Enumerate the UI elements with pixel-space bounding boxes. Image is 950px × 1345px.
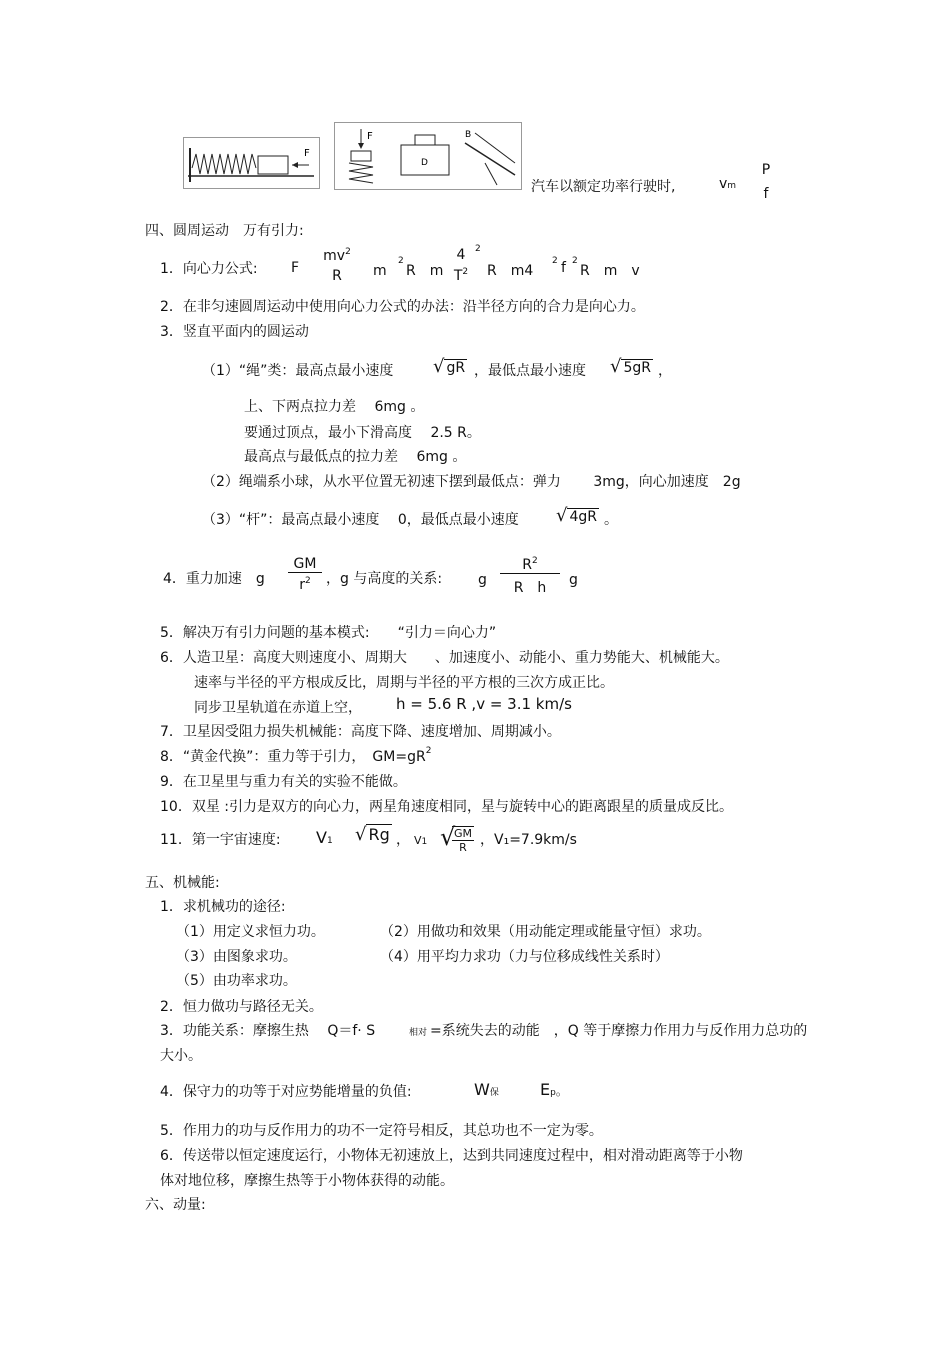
r-text: r <box>299 577 306 593</box>
frac-GM2: GM <box>454 827 473 840</box>
frac-R2b: R <box>459 841 467 854</box>
s5-item6a: 6．传送带以恒定速度运行，小物体无初速放上，达到共同速度过程中，相对滑动距离等于小物 <box>160 1148 743 1164</box>
GM-over-R <box>452 826 474 854</box>
s5-item4-W <box>474 1080 499 1099</box>
s4-item3-1e: ， <box>658 363 672 379</box>
s5-item1: 1．求机械功的途径: <box>160 899 286 915</box>
s4-item11-V1 <box>316 828 333 847</box>
s4-item4b: ，g 与高度的关系: <box>326 571 443 587</box>
s5-item1-2: （2）用做功和效果（用动能定理或能量守恒）求功。 <box>380 924 711 940</box>
f2-sup: 2 <box>572 256 578 266</box>
s4-item11-comma: ， <box>396 832 410 848</box>
s5-item5: 5．作用力的功与反作用力的功不一定符号相反，其总功也不一定为零。 <box>160 1123 603 1139</box>
s4-item6c: 同步卫星轨道在赤道上空， <box>194 700 362 716</box>
s5-item3-sub: 相对 <box>409 1028 428 1038</box>
s4-item8-text: 8．“黄金代换”：重力等于引力， GM=gR <box>160 749 426 765</box>
section4-heading: 四、圆周运动 万有引力: <box>145 223 304 239</box>
s4-item1-label: 1．向心力公式: <box>160 261 258 277</box>
s4-item3-1c: ，最低点最小速度 <box>474 363 586 379</box>
s4-item1-f: f <box>561 260 566 276</box>
frac-p: P <box>761 162 771 178</box>
frac-T2: $T^2$ <box>453 267 469 284</box>
s4-item1-m: m <box>373 263 401 279</box>
W-sub: 保 <box>489 1088 499 1098</box>
s4-item7: 7．卫星因受阻力损失机械能：高度下降、速度增加、周期减小。 <box>160 724 561 740</box>
s4-item11-label: 11．第一宇宙速度: <box>160 832 281 848</box>
s4-item3-1f: 上、下两点拉力差 6mg 。 <box>244 399 425 415</box>
s5-item1-1: （1）用定义求恒力功。 <box>176 924 325 940</box>
frac-R2: $R^2$ <box>500 556 560 574</box>
s4-item9: 9．在卫星里与重力有关的实验不能做。 <box>160 774 407 790</box>
car-power-text: 汽车以额定功率行驶时, <box>531 179 676 195</box>
s5-item3c: 大小。 <box>160 1048 202 1064</box>
W-text: W <box>474 1080 490 1099</box>
s4-item3: 3．竖直平面内的圆运动 <box>160 324 309 340</box>
frac-GM: GM <box>288 556 322 573</box>
sqrt-gR: √ gR <box>433 356 466 377</box>
s4-item5: 5．解决万有引力问题的基本模式: “引力＝向心力” <box>160 625 497 641</box>
s4-item4a: 4．重力加速 g <box>163 571 265 587</box>
spring-block-figure <box>183 137 320 189</box>
mv2-over-R <box>320 247 354 284</box>
mv2: $mv^2$ <box>323 247 351 264</box>
pi2-sup-b: 2 <box>552 256 558 266</box>
E-sub: p <box>550 1088 556 1098</box>
4pi2-over-T2 <box>449 247 473 284</box>
s5-item1-3: （3）由图象求功。 <box>176 949 297 965</box>
sqrt-5gR: √ 5gR <box>610 356 652 377</box>
T-text: T <box>453 268 463 284</box>
mv2-text: mv <box>323 248 346 264</box>
sqrt-GM-over-R: √ <box>440 823 456 851</box>
GM-over-r2 <box>288 556 322 593</box>
frac-R: R <box>332 268 342 284</box>
frac-4: 4 <box>456 247 466 263</box>
s4-item6d: h = 5.6 R ,v = 3.1 km/s <box>396 695 572 713</box>
s5-item4-E <box>540 1080 568 1099</box>
frac-f: f <box>763 186 769 202</box>
s5-item4a: 4．保守力的功等于对应势能增量的负值: <box>160 1084 412 1100</box>
R2-over-Rh2 <box>500 556 560 597</box>
s4-item11-V1b: V1 <box>414 834 428 847</box>
s4-item3-2: （2）绳端系小球，从水平位置无初速下摆到最低点：弹力 3mg，向心加速度 2g <box>202 474 741 490</box>
section6-heading: 六、动量: <box>145 1197 206 1213</box>
E-text: E <box>540 1080 551 1099</box>
s4-item6b: 速率与半径的平方根成反比，周期与半径的平方根的三次方成正比。 <box>194 675 614 691</box>
V-text: V <box>316 828 327 847</box>
s4-item3-3c: 。 <box>604 512 618 528</box>
V2-text: V <box>414 834 422 847</box>
s5-item2: 2．恒力做功与路径无关。 <box>160 999 323 1015</box>
frac-Rh: R h <box>513 580 547 596</box>
section5-heading: 五、机械能: <box>145 875 220 891</box>
s4-item8: 8．“黄金代换”：重力等于引力， $GM=gR^2$ <box>160 746 432 765</box>
vm-v: v <box>719 176 728 192</box>
s4-item2: 2．在非匀速圆周运动中使用向心力公式的办法：沿半径方向的合力是向心力。 <box>160 299 645 315</box>
s5-item3b: =系统失去的动能 ，Q 等于摩擦力作用力与反作用力总功的 <box>430 1023 808 1039</box>
s5-item1-5: （5）由功率求功。 <box>176 973 297 989</box>
s4-item1-Rmv: R m v <box>580 263 640 279</box>
mechanism-figure <box>334 122 522 190</box>
p-over-f <box>758 162 774 202</box>
frac-r2: $r^2$ <box>299 576 311 593</box>
s4-item3-1a: （1）“绳”类：最高点最小速度 <box>202 363 394 379</box>
s4-item1-R-m4: R m4 <box>487 263 548 279</box>
s4-item10: 10．双星 :引力是双方的向心力，两星角速度相同，星与旋转中心的距离跟星的质量成反比。 <box>160 799 733 815</box>
V-sub: 1 <box>326 836 333 846</box>
sqrt-Rg: √ Rg <box>355 824 390 845</box>
sqrt-4gR: √ 4gR <box>556 505 598 526</box>
s4-item1-F: F <box>291 260 300 276</box>
omega-sup: 2 <box>398 256 404 266</box>
spring-force-label: F <box>304 148 310 159</box>
s4-item1-Rm: R m <box>406 263 444 279</box>
E-end: 。 <box>555 1084 568 1098</box>
s4-item11-end: ，V₁=7.9km/s <box>480 832 577 848</box>
s4-item3-1g: 要通过顶点，最小下滑高度 2.5 R。 <box>244 425 481 441</box>
s5-item6b: 体对地位移，摩擦生热等于小物体获得的动能。 <box>160 1173 454 1189</box>
spring-block-diagram <box>184 138 319 188</box>
s4-item3-3a: （3）“杆”：最高点最小速度 0，最低点最小速度 <box>202 512 519 528</box>
s5-item3a: 3．功能关系：摩擦生热 Q＝f· S <box>160 1023 376 1039</box>
incline-label: B <box>465 130 472 140</box>
box-label: D <box>421 158 428 168</box>
mechanism-diagram <box>335 123 521 189</box>
s4-item4d: g <box>569 572 578 588</box>
s4-item3-1h: 最高点与最低点的拉力差 6mg 。 <box>244 449 467 465</box>
R2-text: R <box>522 557 532 573</box>
press-force-label: F <box>367 131 373 142</box>
vm-symbol <box>719 176 736 192</box>
s4-item4c: g <box>478 572 487 588</box>
s4-item6a: 6．人造卫星：高度大则速度小、周期大 、加速度小、动能小、重力势能大、机械能大。 <box>160 650 729 666</box>
vm-sub: m <box>727 181 737 191</box>
sqrt-5gR-text: 5gR <box>623 360 652 376</box>
sqrt-gR-text: gR <box>446 360 466 376</box>
sqrt-Rg-text: Rg <box>368 825 390 844</box>
pi2-sup: 2 <box>475 244 481 254</box>
sqrt-4gR-text: 4gR <box>569 509 598 525</box>
s5-item1-4: （4）用平均力求功（力与位移成线性关系时） <box>380 949 669 965</box>
